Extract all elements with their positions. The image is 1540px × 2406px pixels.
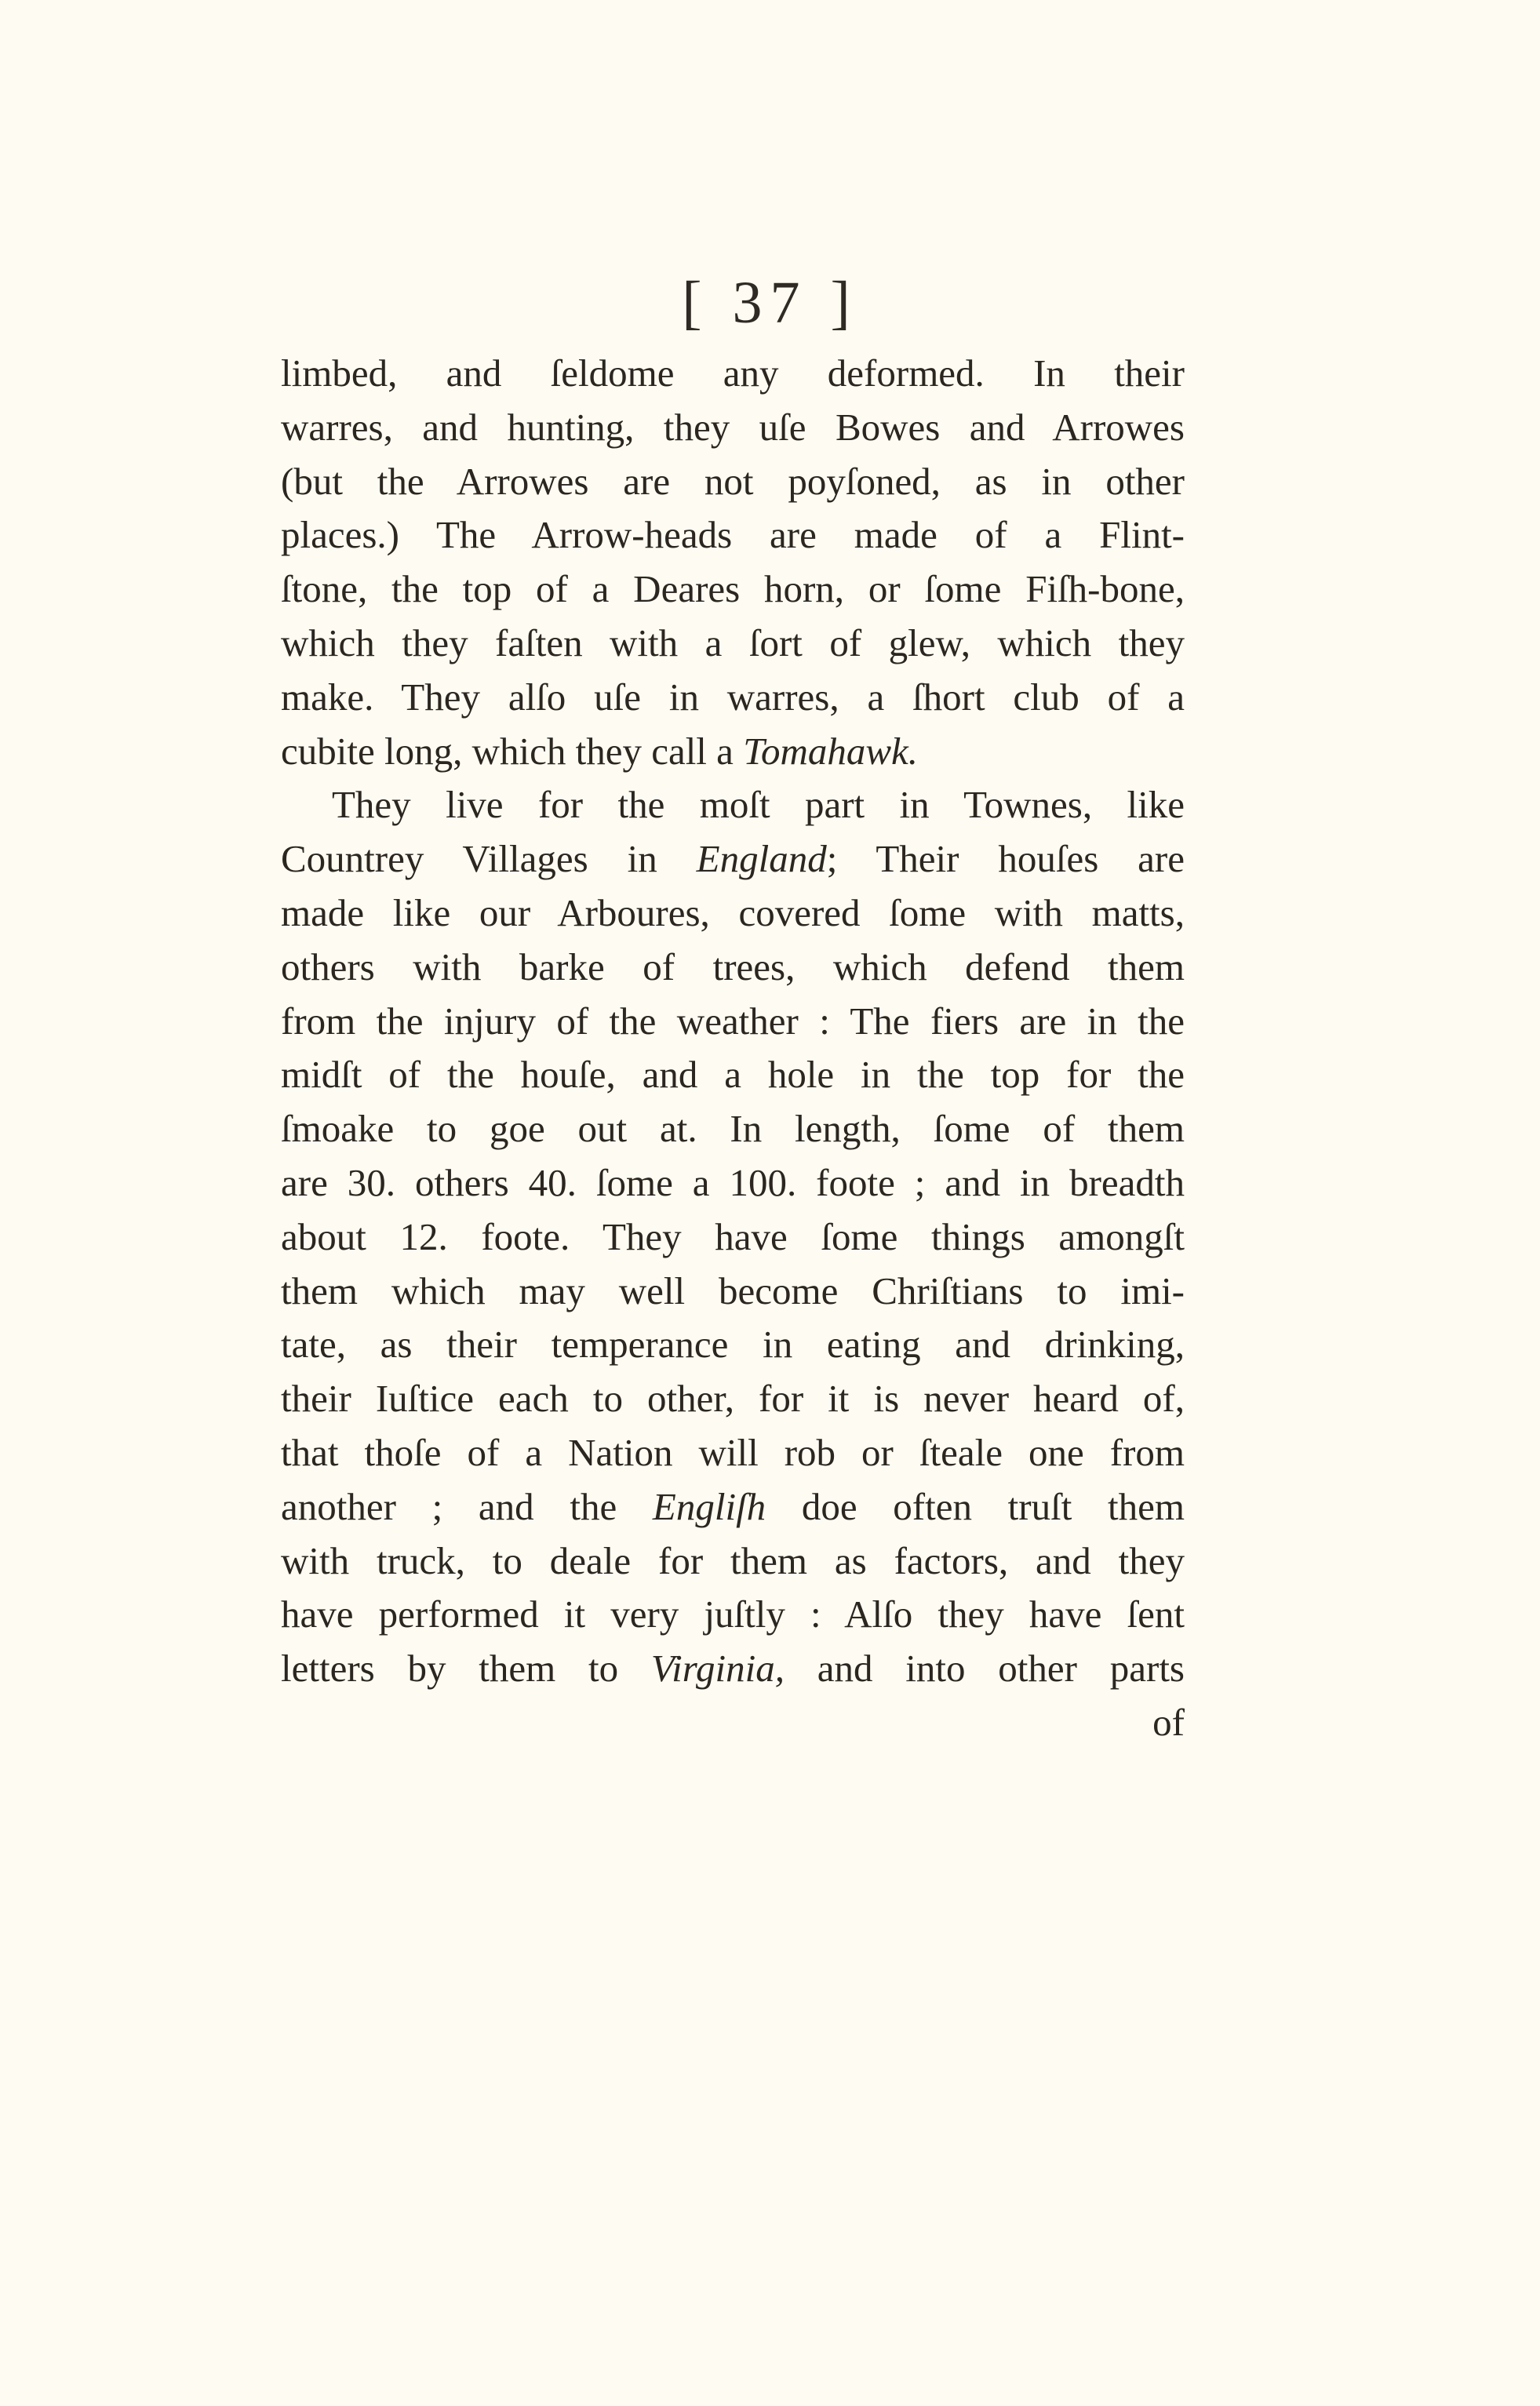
- catchword: [281, 1696, 1185, 1750]
- text-line: [281, 401, 1185, 455]
- text-segment: made like our Arboures, covered ſome with matts,: [281, 890, 1185, 934]
- italic-word: Virginia,: [650, 1647, 785, 1691]
- text-segment: have performed it very juſtly : Alſo they have ſent: [281, 1592, 1185, 1636]
- text-segment: which they faſten with a ſort of glew, which they: [281, 621, 1185, 664]
- text-segment: They live for the moſt part in Townes, like: [332, 783, 1185, 827]
- text-segment: ſtone, the top of a Deares horn, or ſome Fiſh-bone,: [281, 567, 1185, 611]
- text-line: [281, 1156, 1185, 1210]
- text-segment: make. They alſo uſe in warres, a ſhort club of a: [281, 675, 1185, 719]
- italic-word: England: [696, 837, 827, 881]
- text-line: [281, 455, 1185, 509]
- text-line: [281, 1534, 1185, 1589]
- text-segment: tate, as their temperance in eating and drinking,: [281, 1323, 1185, 1367]
- text-segment: places.) The Arrow-heads are made of a Flint-: [281, 513, 1185, 557]
- text-segment: that thoſe of a Nation will rob or ſteale one from: [281, 1430, 1185, 1474]
- text-segment: Countrey Villages in: [281, 837, 697, 881]
- text-segment: from the injury of the weather : The fiers are in the: [281, 999, 1185, 1043]
- text-line: [281, 562, 1185, 617]
- text-line: [281, 617, 1185, 671]
- text-segment: (but the Arrowes are not poyſoned, as in other: [281, 459, 1185, 503]
- text-line: [281, 671, 1185, 725]
- text-line: [281, 1372, 1185, 1426]
- text-line: [281, 1265, 1185, 1319]
- text-segment: them which may well become Chriſtians to imi-: [281, 1269, 1185, 1312]
- text-line: [281, 1480, 1185, 1534]
- text-segment: ; Their houſes are: [826, 837, 1185, 881]
- text-segment: of: [1152, 1700, 1185, 1744]
- text-segment: others with barke of trees, which defend them: [281, 945, 1185, 988]
- text-segment: ſmoake to goe out at. In length, ſome of them: [281, 1107, 1185, 1151]
- text-line: [281, 1318, 1185, 1372]
- text-segment: are 30. others 40. ſome a 100. foote ; and in breadth: [281, 1160, 1185, 1204]
- text-segment: letters by them to: [281, 1647, 651, 1691]
- text-line: [281, 347, 1185, 401]
- text-line: [281, 941, 1185, 995]
- text-segment: midſt of the houſe, and a hole in the top for the: [281, 1053, 1185, 1097]
- text-line: [281, 1210, 1185, 1265]
- text-segment: warres, and hunting, they uſe Bowes and Arrowes: [281, 405, 1185, 449]
- body-text: [281, 347, 1185, 1750]
- text-line: [281, 1102, 1185, 1156]
- text-line: [281, 1426, 1185, 1480]
- text-segment: and into other parts: [785, 1647, 1185, 1691]
- text-line: [281, 886, 1185, 941]
- text-segment: cubite long, which they call a: [281, 729, 744, 773]
- text-line: [281, 725, 1185, 779]
- text-line: [281, 1048, 1185, 1102]
- page-number: [ 37 ]: [682, 270, 858, 336]
- text-line: [281, 832, 1185, 886]
- text-segment: with truck, to deale for them as factors, and they: [281, 1538, 1185, 1582]
- text-line: [281, 995, 1185, 1049]
- italic-word: Engliſh: [652, 1484, 766, 1528]
- text-line: [281, 1588, 1185, 1642]
- text-segment: another ; and the: [281, 1484, 653, 1528]
- text-segment: limbed, and ſeldome any deformed. In their: [281, 351, 1185, 395]
- italic-word: Tomahawk.: [743, 729, 919, 773]
- text-segment: doe often truſt them: [766, 1484, 1185, 1528]
- text-segment: their Iuſtice each to other, for it is never heard of,: [281, 1377, 1185, 1421]
- text-line: [281, 1642, 1185, 1696]
- text-line: [281, 778, 1185, 832]
- text-segment: about 12. foote. They have ſome things amongſt: [281, 1214, 1185, 1258]
- text-line: [281, 508, 1185, 562]
